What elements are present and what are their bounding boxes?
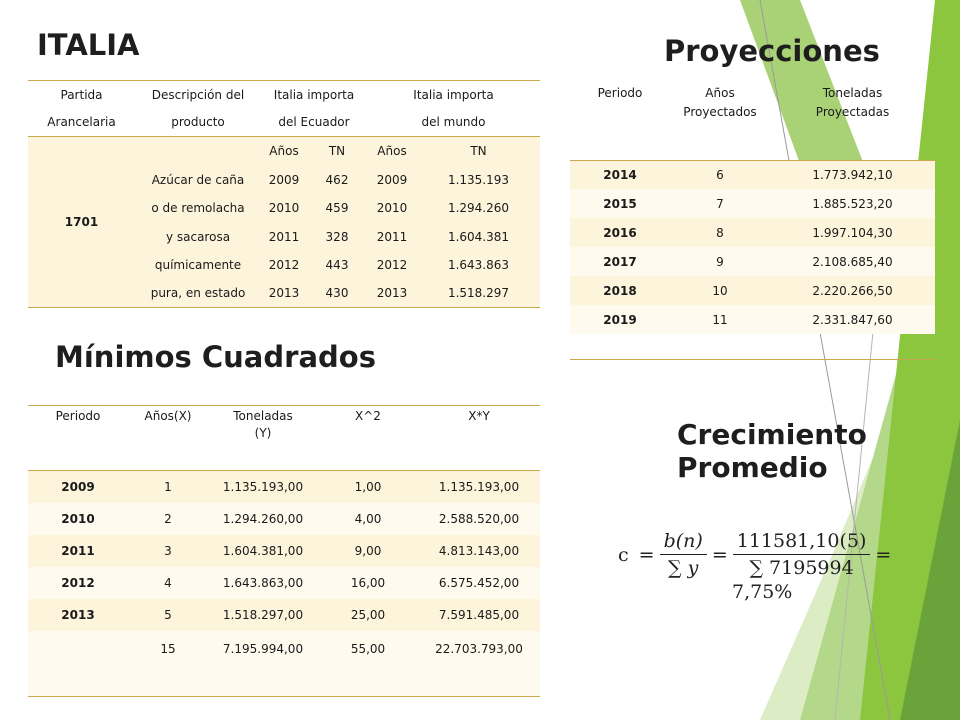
desc-line: o de remolacha	[151, 201, 245, 215]
tn-ecuador: 462	[325, 172, 349, 187]
mc-periodo: 2011	[61, 543, 95, 558]
minimos-cuadrados-table	[28, 405, 540, 697]
table-row	[28, 503, 540, 535]
mc-header-anios: Años(X)	[144, 408, 192, 423]
formula-c: c	[618, 543, 629, 566]
mc-x2: 9,00	[354, 543, 382, 558]
mc-y: 1.604.381,00	[222, 543, 304, 558]
proy-ton: 2.220.266,50	[812, 283, 893, 298]
proy-header-anios-1: Años	[705, 85, 735, 100]
header-ecuador-2: del Ecuador	[278, 115, 350, 130]
mc-x: 1	[164, 479, 172, 494]
proy-anios: 6	[716, 167, 724, 182]
mc-x2: 16,00	[350, 575, 386, 590]
table-row	[28, 599, 540, 631]
mc-header-ton-2: (Y)	[254, 425, 272, 440]
formula-equals-2: =	[711, 543, 728, 566]
sub-anios-b: Años	[377, 144, 407, 159]
year-ecuador: 2012	[268, 258, 300, 272]
proy-periodo: 2016	[603, 225, 637, 240]
proy-anios: 7	[716, 196, 724, 211]
formula-num-2: 111581,10(5)	[733, 530, 871, 555]
year-mundo: 2009	[376, 172, 408, 187]
mc-x: 4	[164, 575, 172, 590]
tn-mundo: 1.294.260	[447, 201, 510, 215]
mc-total-xy: 22.703.793,00	[435, 641, 523, 656]
mc-x2: 4,00	[354, 511, 382, 526]
tn-mundo: 1.135.193	[447, 172, 510, 187]
year-mundo: 2010	[376, 201, 408, 215]
mc-periodo: 2013	[61, 607, 95, 622]
title-crecimiento-line2: Promedio	[677, 451, 828, 484]
year-ecuador: 2011	[268, 229, 300, 244]
mc-header-xy: X*Y	[468, 408, 490, 423]
proyecciones-table	[570, 80, 935, 360]
mc-y: 1.643.863,00	[222, 575, 304, 590]
mc-y: 1.294.260,00	[222, 511, 304, 526]
formula-den-1: ∑ y	[668, 557, 699, 579]
tn-ecuador: 443	[325, 258, 349, 272]
mc-xy: 1.135.193,00	[438, 479, 520, 494]
year-mundo: 2012	[376, 258, 408, 272]
proy-ton: 1.885.523,20	[812, 196, 893, 211]
tn-ecuador: 459	[325, 201, 349, 215]
header-partida-2: Arancelaria	[47, 115, 116, 130]
formula-num-1: b(n)	[660, 530, 707, 555]
title-italia: ITALIA	[37, 28, 140, 62]
table-row	[570, 189, 935, 218]
sub-tn-b: TN	[470, 144, 487, 159]
header-ecuador-1: Italia importa	[273, 87, 355, 102]
mc-header-ton-1: Toneladas	[233, 408, 293, 423]
mc-y: 1.518.297,00	[222, 607, 304, 622]
proy-ton: 1.773.942,10	[812, 167, 893, 182]
proy-header-periodo: Periodo	[597, 85, 643, 100]
proy-anios: 11	[712, 312, 728, 327]
title-crecimiento-promedio	[677, 418, 867, 484]
table-row	[570, 218, 935, 247]
partida-code: 1701	[28, 137, 135, 308]
desc-line: pura, en estado	[150, 286, 246, 301]
italia-table	[28, 80, 540, 308]
proy-ton: 2.331.847,60	[812, 312, 893, 327]
desc-line: químicamente	[154, 258, 242, 272]
table-row	[570, 305, 935, 334]
proy-header-ton-1: Toneladas	[822, 85, 883, 100]
sub-anios-a: Años	[269, 144, 299, 159]
mc-periodo: 2010	[61, 511, 95, 526]
mc-x2: 25,00	[350, 607, 386, 622]
proy-ton: 2.108.685,40	[812, 254, 893, 269]
mc-total-x2: 55,00	[350, 641, 386, 656]
formula-fraction-2	[733, 530, 871, 579]
year-ecuador: 2009	[268, 172, 300, 187]
proy-anios: 8	[716, 225, 724, 240]
proy-periodo: 2015	[603, 196, 637, 211]
growth-formula	[618, 530, 896, 603]
year-mundo: 2011	[376, 229, 408, 244]
formula-result: 7,75%	[732, 581, 793, 603]
year-ecuador: 2010	[268, 201, 300, 215]
mc-x: 3	[164, 543, 172, 558]
mc-x: 2	[164, 511, 172, 526]
header-mundo-2: del mundo	[421, 115, 486, 130]
proy-header-anios-2: Proyectados	[683, 105, 757, 119]
mc-periodo: 2009	[61, 479, 95, 494]
table-row	[570, 160, 935, 189]
mc-header-periodo: Periodo	[55, 408, 101, 423]
header-mundo-1: Italia importa	[413, 87, 494, 102]
mc-xy: 7.591.485,00	[438, 607, 520, 622]
header-partida-1: Partida	[60, 87, 103, 102]
tn-mundo: 1.643.863	[447, 258, 510, 272]
proy-periodo: 2017	[603, 254, 637, 269]
table-row	[570, 276, 935, 305]
mc-x2: 1,00	[354, 479, 382, 494]
desc-line: Azúcar de caña	[151, 172, 245, 187]
mc-periodo: 2012	[61, 575, 95, 590]
mc-x: 5	[164, 607, 172, 622]
mc-xy: 2.588.520,00	[438, 511, 520, 526]
tn-mundo: 1.518.297	[447, 286, 510, 301]
title-proyecciones: Proyecciones	[664, 34, 880, 68]
tn-mundo: 1.604.381	[447, 229, 510, 244]
formula-fraction-1	[660, 530, 707, 579]
proy-periodo: 2014	[603, 167, 637, 182]
proy-ton: 1.997.104,30	[812, 225, 893, 240]
title-crecimiento-line1: Crecimiento	[677, 418, 867, 451]
mc-total-periodo	[28, 631, 128, 667]
title-minimos-cuadrados: Mínimos Cuadrados	[55, 340, 376, 374]
mc-total-x: 15	[160, 641, 176, 656]
mc-xy: 4.813.143,00	[438, 543, 520, 558]
proy-header-ton-2: Proyectadas	[815, 105, 890, 119]
formula-equals-3: =	[875, 543, 892, 566]
proy-periodo: 2019	[603, 312, 637, 327]
year-ecuador: 2013	[268, 286, 300, 301]
table-row	[28, 567, 540, 599]
mc-total-y: 7.195.994,00	[222, 641, 304, 656]
tn-ecuador: 430	[325, 286, 349, 301]
sub-tn-a: TN	[328, 144, 346, 159]
table-row-total	[28, 631, 540, 667]
table-row	[28, 535, 540, 567]
desc-line: y sacarosa	[165, 229, 231, 244]
formula-den-2: ∑ 7195994	[749, 557, 854, 579]
formula-equals-1: =	[638, 543, 655, 566]
header-desc-2: producto	[171, 115, 225, 130]
proy-anios: 10	[712, 283, 728, 298]
mc-xy: 6.575.452,00	[438, 575, 520, 590]
table-row	[570, 247, 935, 276]
header-desc-1: Descripción del	[151, 87, 245, 102]
proy-anios: 9	[716, 254, 724, 269]
mc-header-x2: X^2	[355, 408, 381, 423]
proy-periodo: 2018	[603, 283, 637, 298]
mc-y: 1.135.193,00	[222, 479, 304, 494]
year-mundo: 2013	[376, 286, 408, 301]
table-row	[28, 471, 540, 503]
tn-ecuador: 328	[325, 229, 349, 244]
